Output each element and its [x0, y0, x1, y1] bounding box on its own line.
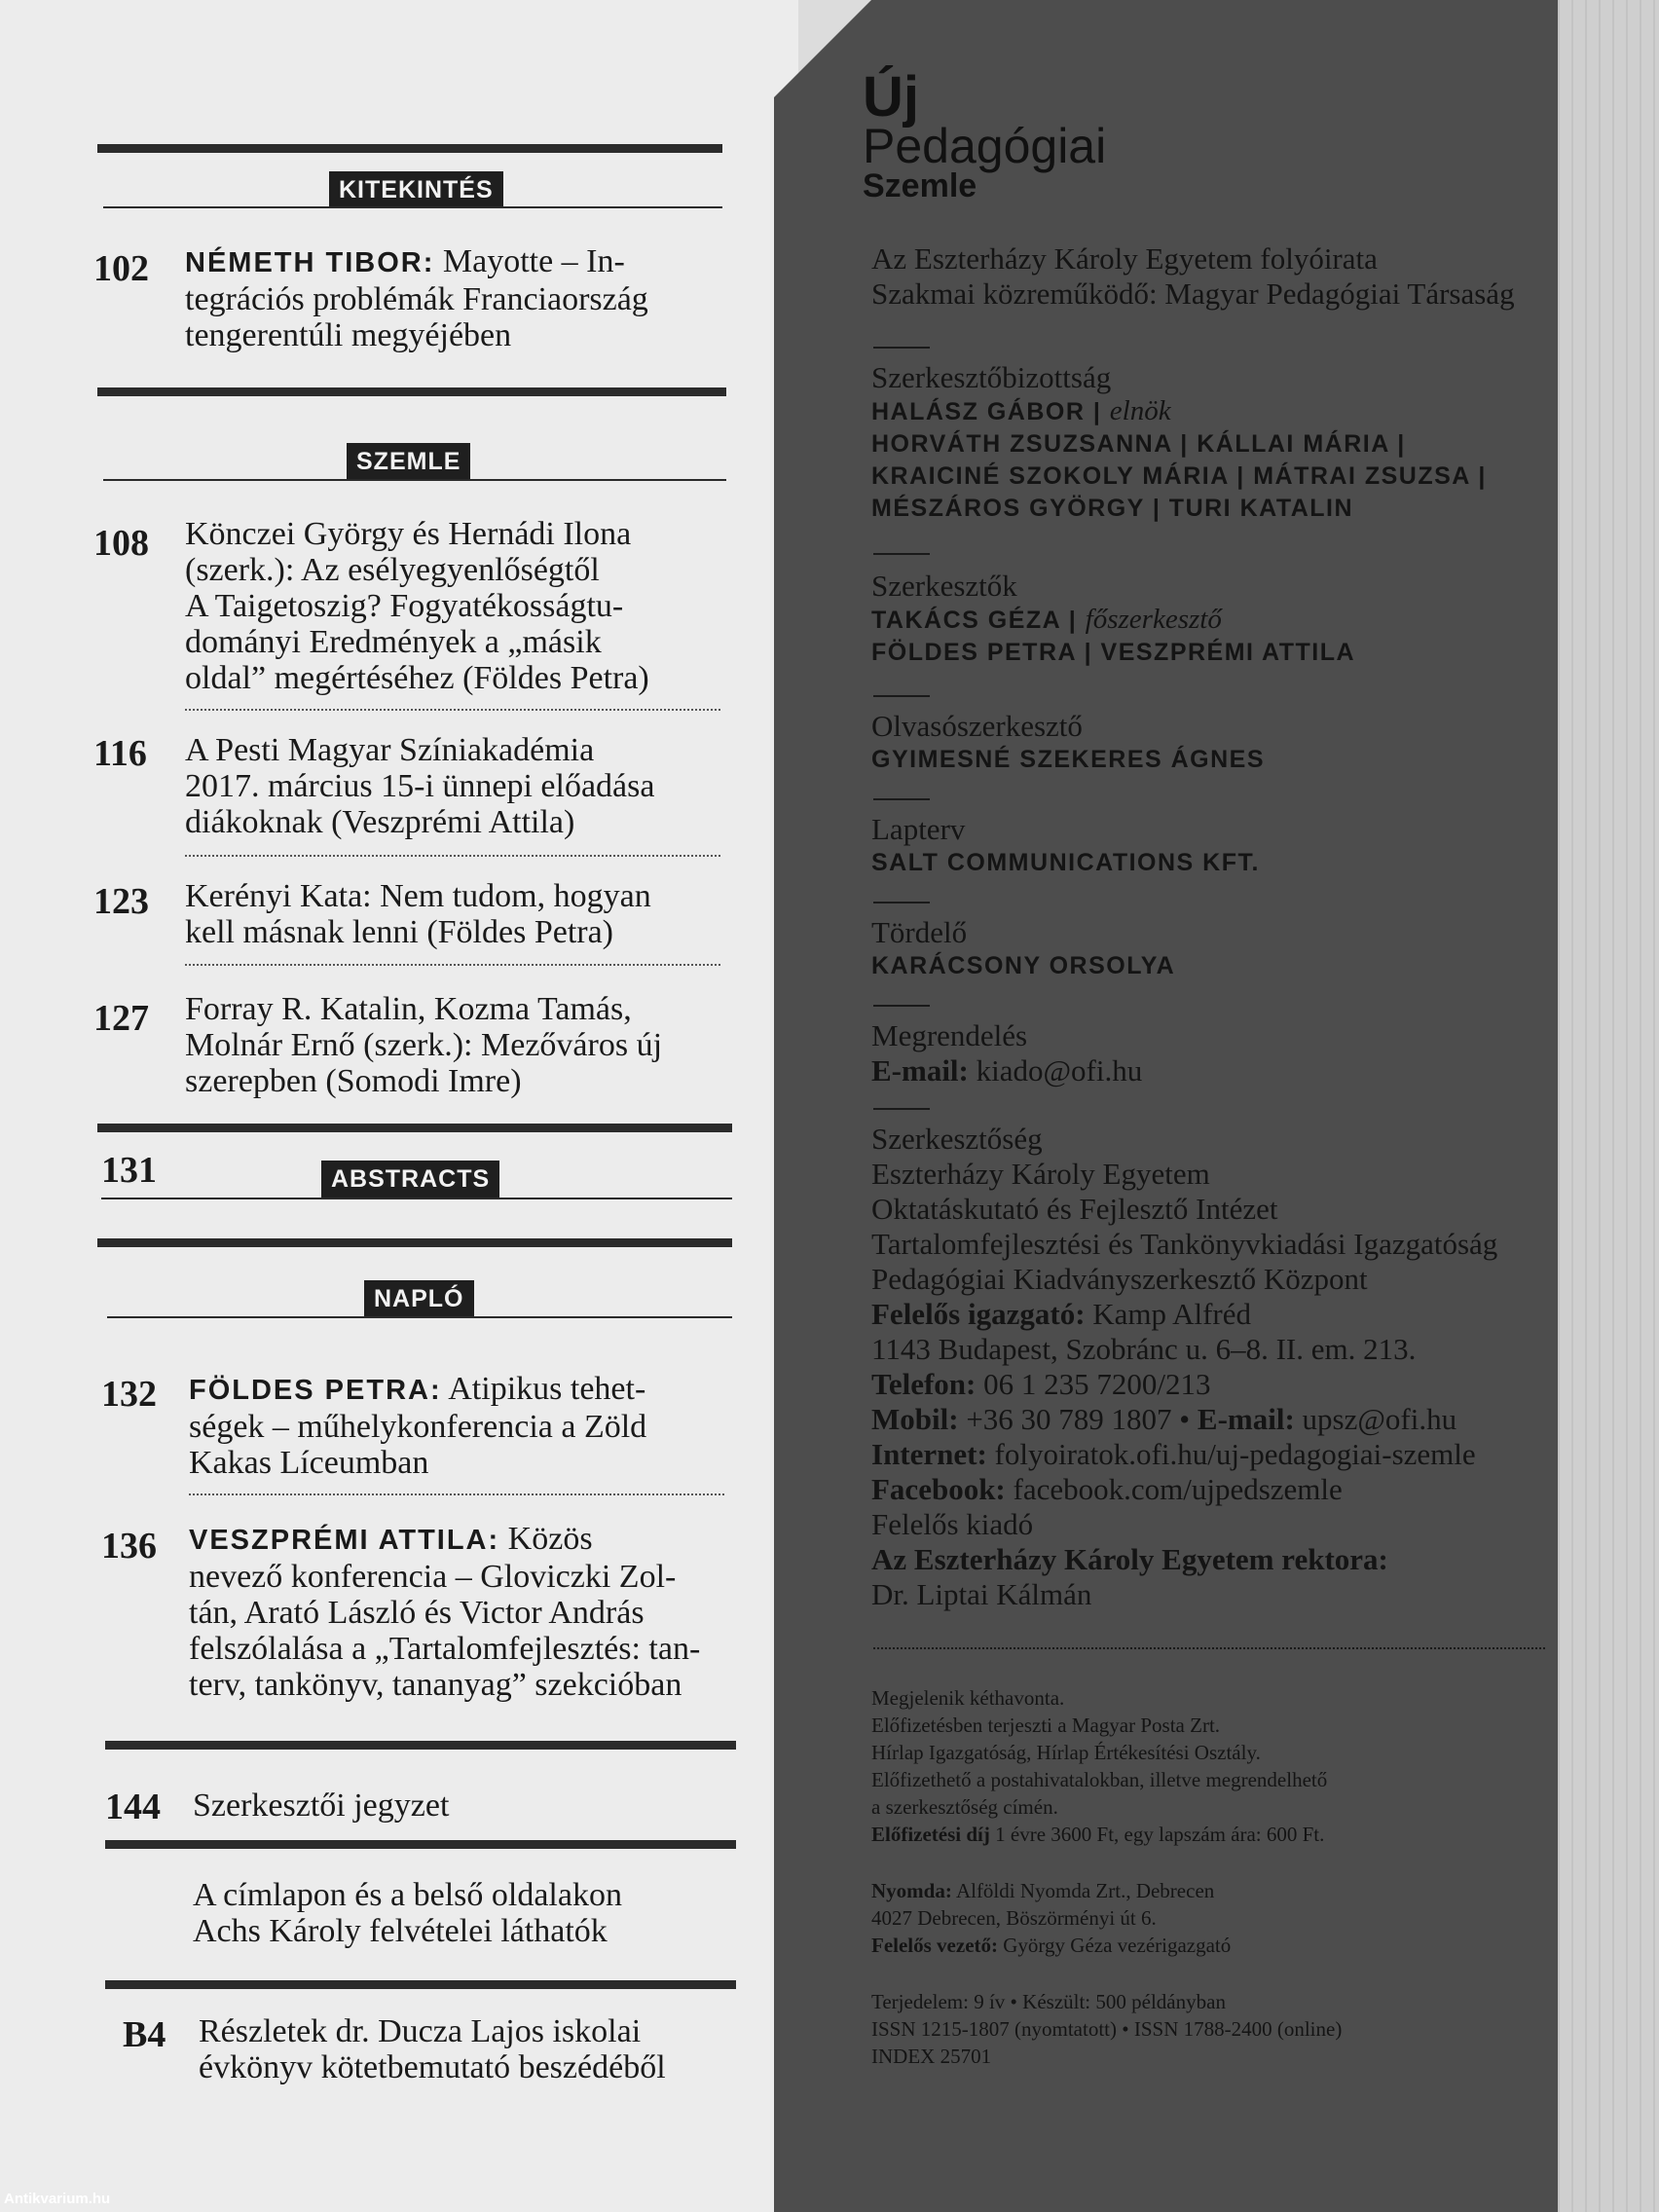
- toc-entry[interactable]: [185, 243, 730, 353]
- board-members: HORVÁTH ZSUZSANNA | KÁLLAI MÁRIA |: [871, 430, 1406, 458]
- entry-separator: [185, 709, 720, 711]
- mobile-label: Mobil:: [871, 1402, 959, 1436]
- editors: Szerkesztők TAKÁCS GÉZA | főszerkesztő FÖLDES PETRA | VESZPRÉMI ATTILA: [871, 569, 1355, 669]
- page-edge: [1558, 0, 1659, 2212]
- section-rule: [105, 1741, 736, 1750]
- entry-text: Könczei György és Hernádi Ilona: [185, 516, 632, 552]
- toc-entry[interactable]: [199, 2013, 744, 2085]
- mobile-value: +36 30 789 1807: [966, 1402, 1172, 1436]
- entry-text: Kerényi Kata: Nem tudom, hogyan: [185, 878, 651, 914]
- toc-entry[interactable]: [185, 991, 730, 1099]
- phone-value: 06 1 235 7200/213: [983, 1367, 1211, 1401]
- editors-heading: Szerkesztők: [871, 569, 1017, 603]
- toc-entry[interactable]: [185, 878, 730, 950]
- info-line: Előfizetésben terjeszti a Magyar Posta Zrt.: [871, 1714, 1221, 1737]
- cover-note: [193, 1877, 738, 1949]
- reader-editor: [871, 709, 1265, 776]
- page-number: B4: [123, 2014, 166, 2055]
- entry-text: diákoknak (Veszprémi Attila): [185, 804, 575, 840]
- entry-text: A Pesti Magyar Színiakadémia: [185, 732, 595, 768]
- section-rule: [97, 144, 722, 153]
- entry-text: oldal” megértéséhez (Földes Petra): [185, 660, 649, 696]
- entry-text: felszólalása a „Tartalomfejlesztés: tan-: [189, 1631, 701, 1667]
- dash-divider: [873, 553, 930, 555]
- facebook-link[interactable]: facebook.com/ujpedszemle: [1013, 1472, 1343, 1506]
- email-label: E-mail:: [1197, 1402, 1295, 1436]
- journal-logo: [863, 65, 1107, 204]
- logo-line: Pedagógiai: [863, 119, 1107, 174]
- editorial-board: Szerkesztőbizottság HALÁSZ GÁBOR | elnök HORVÁTH ZSUZSANNA | KÁLLAI MÁRIA | KRAICINÉ SZOKOLY MÁRIA | MÁTRAI ZSUZSA | MÉSZÁROS GYÖRGY | TURI KATALIN: [871, 360, 1487, 525]
- office-line: Oktatáskutató és Fejlesztő Intézet: [871, 1192, 1278, 1226]
- price-value: 1 évre 3600 Ft, egy lapszám ára: 600 Ft.: [995, 1823, 1325, 1846]
- entry-text: nevező konferencia – Gloviczki Zol-: [189, 1559, 677, 1595]
- typeset-heading: Tördelő: [871, 915, 968, 949]
- entry-text: tengerentúli megyéjében: [185, 317, 512, 353]
- entry-text: Közös: [507, 1521, 593, 1557]
- editor-chief: TAKÁCS GÉZA: [871, 607, 1061, 634]
- dash-divider: [873, 798, 930, 800]
- director-name: Kamp Alfréd: [1092, 1297, 1251, 1331]
- order-email[interactable]: kiado@ofi.hu: [976, 1053, 1143, 1088]
- ordering: [871, 1018, 1142, 1088]
- entry-text: Részletek dr. Ducza Lajos iskolai: [199, 2013, 642, 2049]
- section-label-abstracts: ABSTRACTS: [321, 1161, 499, 1198]
- toc-entry[interactable]: [193, 1788, 738, 1824]
- page-number: 116: [93, 733, 147, 774]
- entry-separator: [185, 964, 720, 966]
- board-chair-role: elnök: [1109, 395, 1171, 426]
- editors-names: FÖLDES PETRA | VESZPRÉMI ATTILA: [871, 639, 1356, 666]
- subscription-info: [871, 1684, 1327, 1848]
- section-rule: [97, 387, 726, 396]
- print-label: Nyomda:: [871, 1879, 952, 1902]
- email-value[interactable]: upsz@ofi.hu: [1302, 1402, 1457, 1436]
- office-line: Eszterházy Károly Egyetem: [871, 1157, 1210, 1191]
- info-line: a szerkesztőség címén.: [871, 1795, 1058, 1819]
- reader-name: GYIMESNÉ SZEKERES ÁGNES: [871, 746, 1266, 773]
- layout-design: [871, 812, 1260, 879]
- section-label-naplo: NAPLÓ: [364, 1280, 474, 1317]
- reader-heading: Olvasószerkesztő: [871, 709, 1083, 743]
- order-label: E-mail:: [871, 1053, 969, 1088]
- publisher-heading: Felelős kiadó: [871, 1507, 1034, 1541]
- dash-divider: [873, 1005, 930, 1007]
- typesetter: [871, 915, 1175, 982]
- page-number: 108: [93, 523, 149, 564]
- publisher-name: Dr. Liptai Kálmán: [871, 1577, 1092, 1611]
- internet-link[interactable]: folyoiratok.ofi.hu/uj-pedagogiai-szemle: [994, 1437, 1476, 1471]
- entry-text: A címlapon és a belső oldalakon: [193, 1877, 622, 1913]
- order-heading: Megrendelés: [871, 1018, 1028, 1052]
- section-underline: [103, 479, 726, 481]
- entry-separator: [189, 1493, 724, 1495]
- entry-text: dományi Eredmények a „másik: [185, 624, 602, 660]
- layout-name: SALT COMMUNICATIONS KFT.: [871, 849, 1260, 876]
- section-label-kitekintes: KITEKINTÉS: [329, 171, 503, 208]
- toc-entry[interactable]: [189, 1521, 744, 1703]
- office-line: Pedagógiai Kiadványszerkesztő Központ: [871, 1262, 1368, 1296]
- print-head-value: György Géza vezérigazgató: [1003, 1934, 1232, 1957]
- entry-text: Atipikus tehet-: [448, 1371, 646, 1407]
- extent-line: Terjedelem: 9 ív • Készült: 500 példányban: [871, 1990, 1226, 2013]
- entry-author: FÖLDES PETRA:: [189, 1375, 442, 1406]
- page-number: 131: [101, 1150, 157, 1191]
- entry-text: ségek – műhelykonferencia a Zöld: [189, 1409, 647, 1445]
- entry-text: (szerk.): Az esélyegyenlőségtől: [185, 552, 600, 588]
- price-label: Előfizetési díj: [871, 1823, 990, 1846]
- info-line: Előfizethető a postahivatalokban, illetve megrendelhető: [871, 1768, 1328, 1791]
- issue-details: [871, 1988, 1342, 2070]
- layout-heading: Lapterv: [871, 812, 966, 846]
- watermark-credit: Antikvarium.hu: [4, 2191, 111, 2207]
- intro-line: Az Eszterházy Károly Egyetem folyóirata: [871, 241, 1378, 276]
- entry-text: Forray R. Katalin, Kozma Tamás,: [185, 991, 632, 1027]
- entry-text: terv, tankönyv, tananyag” szekcióban: [189, 1667, 682, 1703]
- publisher-title: Az Eszterházy Károly Egyetem rektora:: [871, 1542, 1388, 1576]
- page-number: 102: [93, 248, 149, 289]
- typeset-name: KARÁCSONY ORSOLYA: [871, 952, 1176, 979]
- section-rule: [105, 1840, 736, 1849]
- logo-line: Szemle: [863, 166, 977, 204]
- editor-chief-role: főszerkesztő: [1085, 604, 1222, 635]
- office-line: Tartalomfejlesztési és Tankönyvkiadási Igazgatóság: [871, 1227, 1498, 1261]
- entry-text: Mayotte – In-: [442, 243, 625, 279]
- printer-info: [871, 1877, 1231, 1959]
- toc-entry[interactable]: [185, 516, 730, 696]
- entry-text: kell másnak lenni (Földes Petra): [185, 914, 614, 950]
- print-head-label: Felelős vezető:: [871, 1934, 999, 1957]
- entry-text: tán, Arató László és Victor András: [189, 1595, 645, 1631]
- page-number: 144: [105, 1787, 161, 1827]
- info-line: Hírlap Igazgatóság, Hírlap Értékesítési Osztály.: [871, 1741, 1261, 1764]
- print-value: Alföldi Nyomda Zrt., Debrecen: [955, 1879, 1215, 1902]
- entry-text: szerepben (Somodi Imre): [185, 1063, 522, 1099]
- section-label-szemle: SZEMLE: [347, 443, 470, 480]
- page-number: 127: [93, 998, 149, 1039]
- intro-line: Szakmai közreműködő: Magyar Pedagógiai Társaság: [871, 276, 1515, 311]
- director-label: Felelős igazgató:: [871, 1297, 1086, 1331]
- index-line: INDEX 25701: [871, 2045, 992, 2068]
- dash-divider: [873, 347, 930, 349]
- dash-divider: [873, 902, 930, 903]
- dash-divider: [873, 695, 930, 697]
- board-chair: HALÁSZ GÁBOR: [871, 398, 1086, 425]
- facebook-label: Facebook:: [871, 1472, 1006, 1506]
- phone-label: Telefon:: [871, 1367, 977, 1401]
- board-heading: Szerkesztőbizottság: [871, 360, 1112, 394]
- toc-entry[interactable]: [185, 732, 730, 840]
- entry-separator: [185, 855, 720, 857]
- entry-author: VESZPRÉMI ATTILA:: [189, 1525, 500, 1556]
- section-underline: [101, 1198, 732, 1199]
- page-number: 132: [101, 1374, 157, 1415]
- section-underline: [103, 206, 722, 208]
- page-number: 136: [101, 1526, 157, 1567]
- entry-text: Szerkesztői jegyzet: [193, 1788, 450, 1824]
- masthead-separator: [873, 1647, 1545, 1649]
- board-members: KRAICINÉ SZOKOLY MÁRIA | MÁTRAI ZSUZSA |: [871, 462, 1487, 490]
- section-underline: [107, 1316, 732, 1318]
- section-rule: [97, 1124, 732, 1132]
- entry-text: Kakas Líceumban: [189, 1445, 429, 1481]
- entry-text: Molnár Ernő (szerk.): Mezőváros új: [185, 1027, 663, 1063]
- toc-entry[interactable]: [189, 1371, 734, 1481]
- page-number: 123: [93, 881, 149, 922]
- entry-text: 2017. március 15-i ünnepi előadása: [185, 768, 655, 804]
- section-rule: [105, 1980, 736, 1989]
- issn-line: ISSN 1215-1807 (nyomtatott) • ISSN 1788-2400 (online): [871, 2017, 1343, 2041]
- entry-text: Achs Károly felvételei láthatók: [193, 1913, 608, 1949]
- entry-text: A Taigetoszig? Fogyatékosságtu-: [185, 588, 624, 624]
- dash-divider: [873, 1108, 930, 1110]
- entry-text: tegrációs problémák Franciaország: [185, 281, 648, 317]
- internet-label: Internet:: [871, 1437, 987, 1471]
- entry-text: évkönyv kötetbemutató beszédéből: [199, 2049, 666, 2085]
- section-rule: [97, 1238, 732, 1247]
- info-line: Megjelenik kéthavonta.: [871, 1686, 1065, 1710]
- print-address: 4027 Debrecen, Böszörményi út 6.: [871, 1906, 1157, 1930]
- office-address: 1143 Budapest, Szobránc u. 6–8. II. em. 213.: [871, 1332, 1417, 1366]
- entry-author: NÉMETH TIBOR:: [185, 247, 435, 278]
- board-members: MÉSZÁROS GYÖRGY | TURI KATALIN: [871, 495, 1354, 522]
- office-heading: Szerkesztőség: [871, 1122, 1043, 1156]
- editorial-office: Szerkesztőség Eszterházy Károly Egyetem Oktatáskutató és Fejlesztő Intézet Tartalomfejlesztési és Tankönyvkiadási Igazgatóság Pedagógiai Kiadványszerkesztő Központ Felelős igazgató: Kamp Alfréd 1143 Budapest, Szobránc u. 6–8. II. em. 213. Telefon: 06 1 235 7200/213 Mobil: +36 30 789 1807 • E-mail: upsz@ofi.hu Internet: folyoiratok.ofi.hu/uj-pedagogiai-szemle Facebook: facebook.com/ujpedszemle Felelős kiadó Az Eszterházy Károly Egyetem rektora: Dr. Liptai Kálmán: [871, 1122, 1498, 1611]
- masthead-intro: [871, 241, 1515, 312]
- logo-line: Új: [863, 65, 919, 129]
